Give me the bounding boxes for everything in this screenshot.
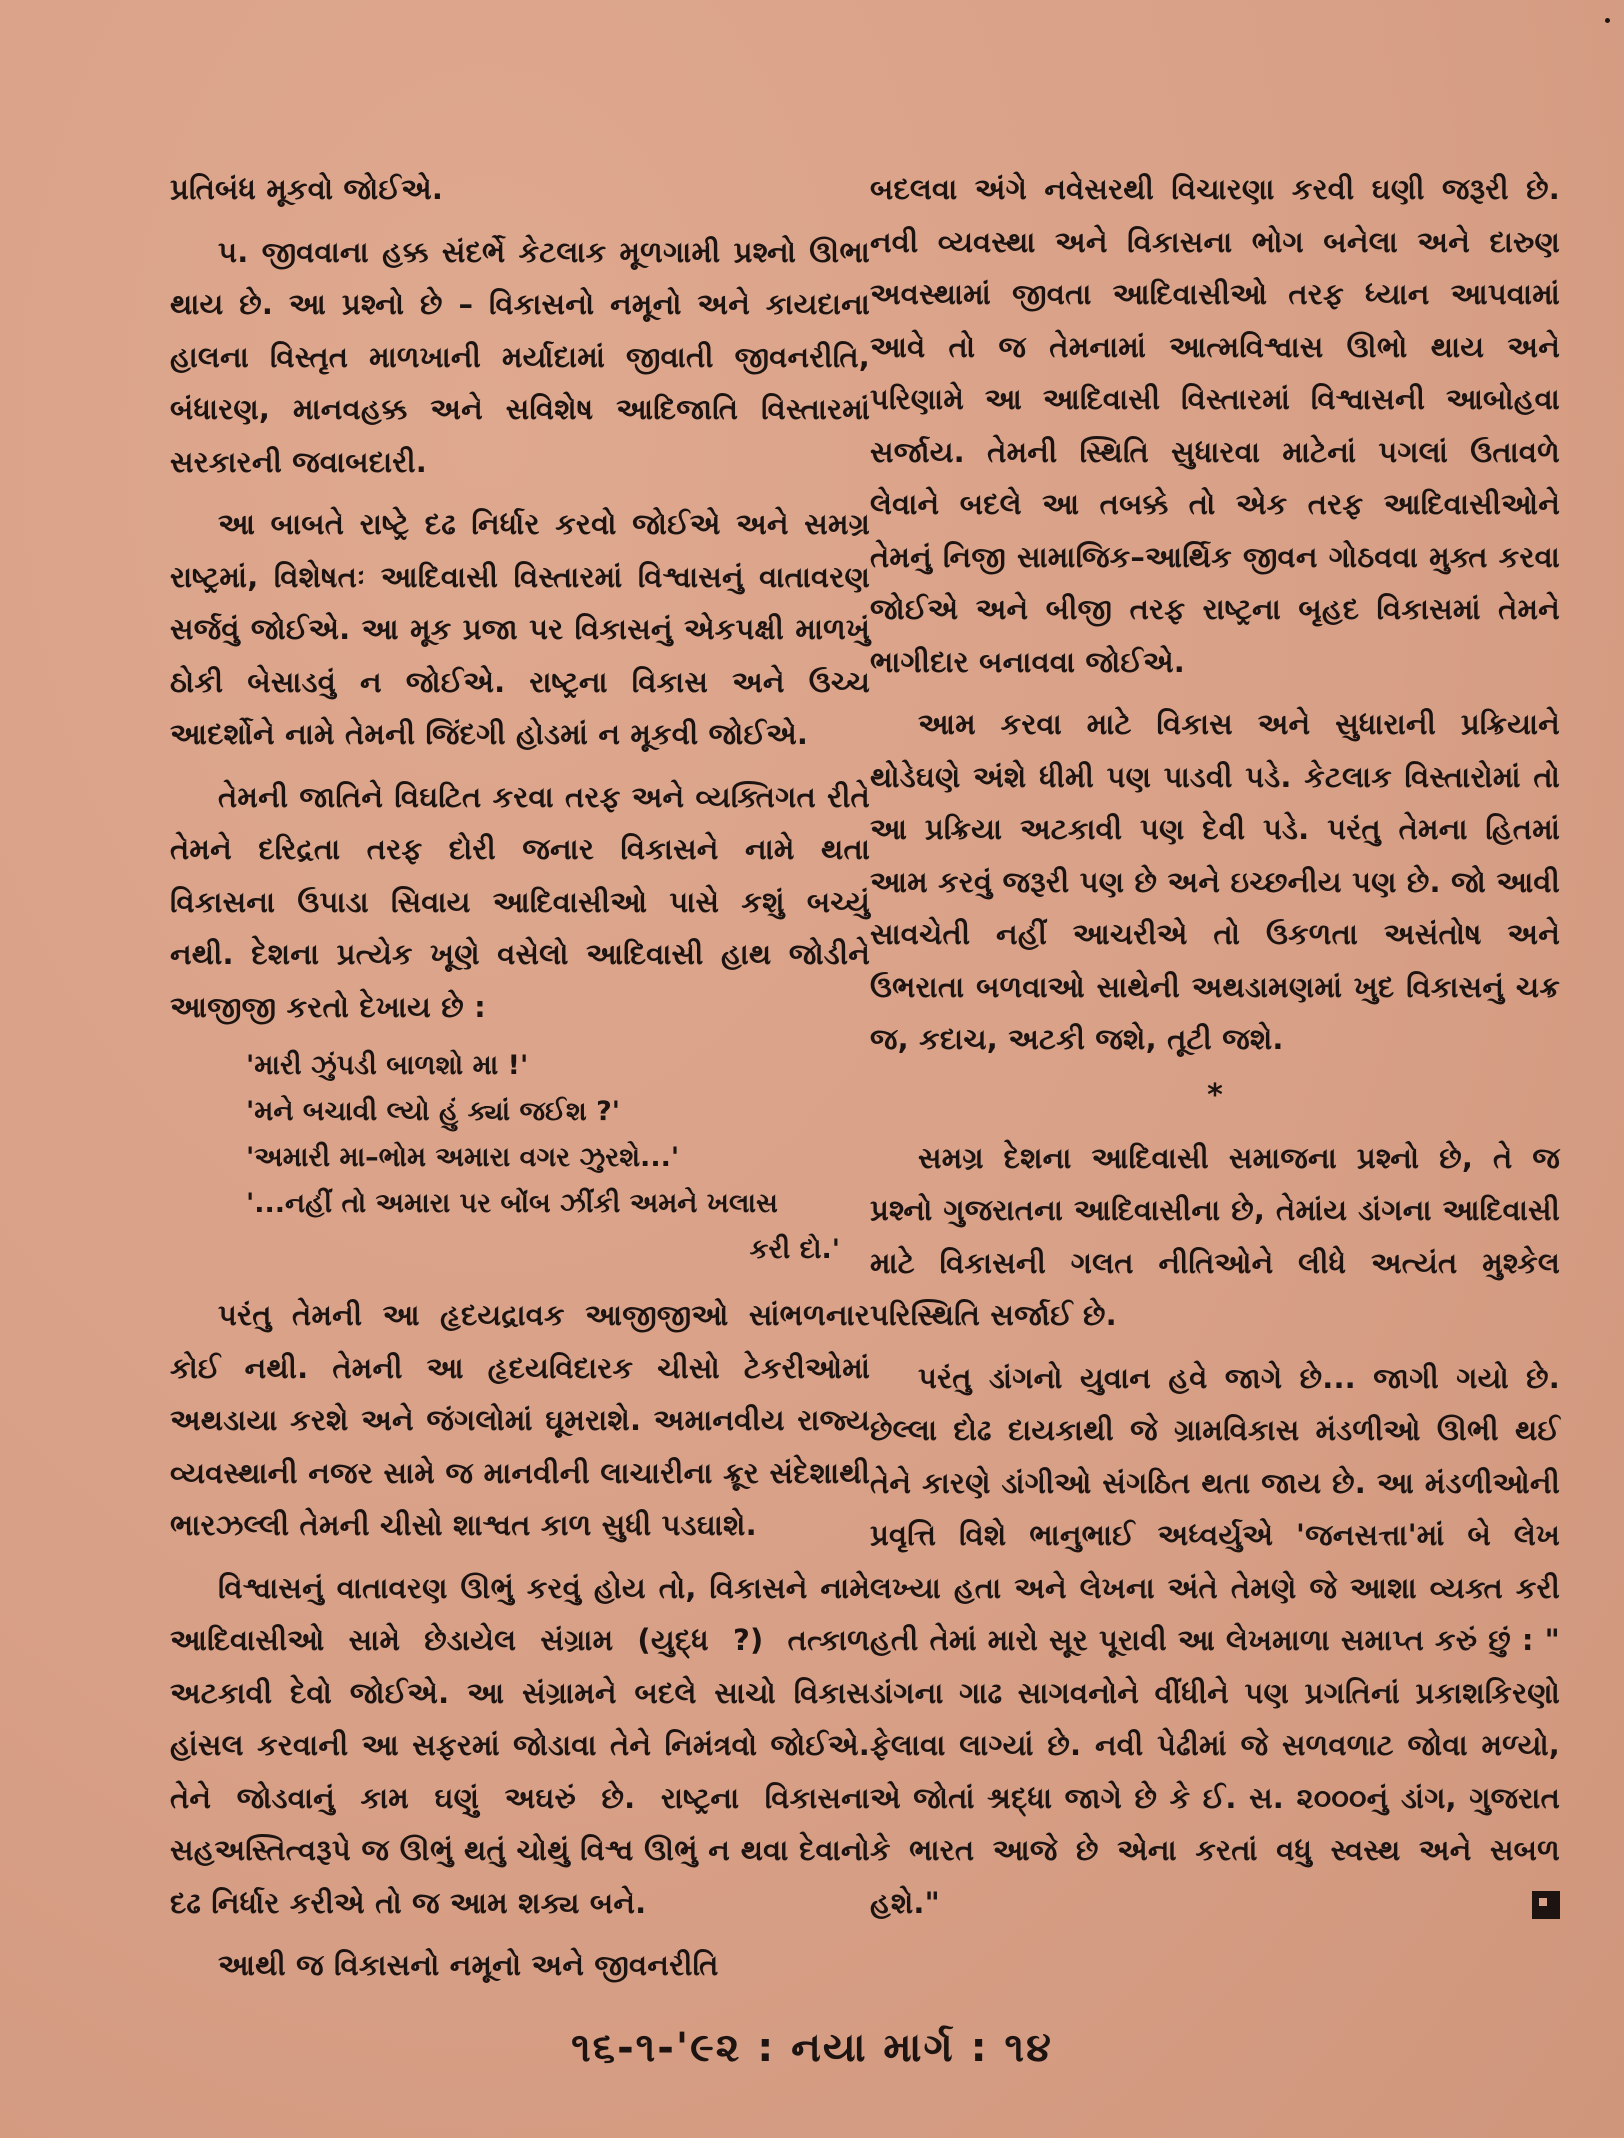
left-paragraph-1: પ્રતિબંધ મૂકવો જોઈએ. xyxy=(170,172,444,206)
right-paragraph-4 xyxy=(870,1352,1560,1930)
quote-line-2: 'મને બચાવી લ્યો હું ક્યાં જઈશ ?' xyxy=(246,1096,621,1127)
right-paragraph-1: બદલવા અંગે નવેસરથી વિચારણા કરવી ઘણી જરૂરી છે. નવી વ્યવસ્થા અને વિકાસના ભોગ બનેલા અને દારુણ અવસ્થામાં જીવતા આદિવાસીઓ તરફ ધ્યાન આપવામાં આવે તો જ તેમનામાં આત્મવિશ્વાસ ઊભો થાય અને પરિણામે આ આદિવાસી વિસ્તારમાં વિશ્વાસની આબોહવા સર્જાય. તેમની સ્થિતિ સુધારવા માટેનાં પગલાં ઉતાવળે લેવાને બદલે આ તબક્કે તો એક તરફ આદિવાસીઓને તેમનું નિજી સામાજિક–આર્થિક જીવન ગોઠવવા મુક્ત કરવા જોઈએ અને બીજી તરફ રાષ્ટ્રના બૃહદ વિકાસમાં તેમને ભાગીદાર બનાવવા જોઈએ. xyxy=(870,172,1560,679)
quote-line-4: '...નહીં તો અમારા પર બોંબ ઝીંકી અમને ખલાસ xyxy=(246,1188,778,1219)
section-separator: * xyxy=(1207,1077,1223,1113)
quote-line-3: 'અમારી મા–ભોમ અમારા વગર ઝુરશે...' xyxy=(246,1142,680,1173)
print-speck xyxy=(1605,18,1610,23)
left-paragraph-4: તેમની જાતિને વિઘટિત કરવા તરફ અને વ્યક્તિગત રીતે તેમને દરિદ્રતા તરફ દોરી જનાર વિકાસને નામે થતા વિકાસના ઉપાડા સિવાય આદિવાસીઓ પાસે કશું બચ્યું નથી. દેશના પ્રત્યેક ખૂણે વસેલો આદિવાસી હાથ જોડીને આજીજી કરતો દેખાય છે : xyxy=(170,779,870,1024)
left-paragraph-2: ૫. જીવવાના હક્ક સંદર્ભે કેટલાક મૂળગામી પ્રશ્નો ઊભા થાય છે. આ પ્રશ્નો છે – વિકાસનો નમૂનો અને કાયદાના હાલના વિસ્તૃત માળખાની મર્યાદામાં જીવાતી જીવનરીતિ, બંધારણ, માનવહક્ક અને સવિશેષ આદિજાતિ વિસ્તારમાં સરકારની જવાબદારી. xyxy=(170,234,870,479)
left-paragraph-7: આથી જ વિકાસનો નમૂનો અને જીવનરીતિ xyxy=(218,1948,719,1982)
left-paragraph-5: પરંતુ તેમની આ હૃદયદ્રાવક આજીજીઓ સાંભળનાર કોઈ નથી. તેમની આ હૃદયવિદારક ચીસો ટેકરીઓમાં અથડાયા કરશે અને જંગલોમાં ઘૂમરાશે. અમાનવીય રાજ્ય વ્યવસ્થાની નજર સામે જ માનવીની લાચારીના ક્રૂર સંદેશાથી ભારઝલ્લી તેમની ચીસો શાશ્વત કાળ સુધી પડઘાશે. xyxy=(170,1298,870,1542)
end-of-article-icon xyxy=(1532,1891,1560,1919)
right-paragraph-3: સમગ્ર દેશના આદિવાસી સમાજના પ્રશ્નો છે, તે જ પ્રશ્નો ગુજરાતના આદિવાસીના છે, તેમાંય ડાંગના આદિવાસી માટે વિકાસની ગલત નીતિઓને લીધે અત્યંત મુશ્કેલ પરિસ્થિતિ સર્જાઈ છે. xyxy=(870,1140,1560,1332)
right-paragraph-4-text: પરંતુ ડાંગનો યુવાન હવે જાગે છે... જાગી ગયો છે. છેલ્લા દોઢ દાયકાથી જે ગ્રામવિકાસ મંડળીઓ ઊભી થઈ તેને કારણે ડાંગીઓ સંગઠિત થતા જાય છે. આ મંડળીઓની પ્રવૃત્તિ વિશે ભાનુભાઈ અધ્વર્યુએ 'જનસત્તા'માં બે લેખ લખ્યા હતા અને લેખના અંતે તેમણે જે આશા વ્યક્ત કરી હતી તેમાં મારો સૂર પૂરાવી આ લેખમાળા સમાપ્ત કરું છું : " ડાંગના ગાઢ સાગવનોને વીંધીને પણ પ્રગતિનાં પ્રકાશકિરણો ફેલાવા લાગ્યાં છે. નવી પેઢીમાં જે સળવળાટ જોવા મળ્યો, એ જોતાં શ્રદ્ધા જાગે છે કે ઈ. સ. ૨૦૦૦નું ડાંગ, ગુજરાત કે ભારત આજે છે એના કરતાં વધુ સ્વસ્થ અને સબળ હશે." xyxy=(870,1360,1560,1920)
right-column xyxy=(870,163,1560,1939)
left-paragraph-3: આ બાબતે રાષ્ટ્રે દઢ નિર્ધાર કરવો જોઈએ અને સમગ્ર રાષ્ટ્રમાં, વિશેષતઃ આદિવાસી વિસ્તારમાં વિશ્વાસનું વાતાવરણ સર્જવું જોઈએ. આ મૂક પ્રજા પર વિકાસનું એકપક્ષી માળખું ઠોકી બેસાડવું ન જોઈએ. રાષ્ટ્રના વિકાસ અને ઉચ્ચ આદર્શોને નામે તેમની જિંદગી હોડમાં ન મૂકવી જોઈએ. xyxy=(170,507,870,751)
quote-line-1: 'મારી ઝુંપડી બાળશો મા !' xyxy=(246,1050,529,1081)
left-paragraph-6: વિશ્વાસનું વાતાવરણ ઊભું કરવું હોય તો, વિકાસને નામે આદિવાસીઓ સામે છેડાયેલ સંગ્રામ (યુદ્ધ ?) તત્કાળ અટકાવી દેવો જોઈએ. આ સંગ્રામને બદલે સાચો વિકાસ હાંસલ કરવાની આ સફરમાં જોડાવા તેને નિમંત્રવો જોઈએ. તેને જોડવાનું કામ ઘણું અઘરું છે. રાષ્ટ્રના વિકાસના સહઅસ્તિત્વરૂપે જ ઊભું થતું ચોથું વિશ્વ ઊભું ન થવા દેવાનો દઢ નિર્ધાર કરીએ તો જ આમ શક્ય બને. xyxy=(170,1570,870,1920)
right-paragraph-2: આમ કરવા માટે વિકાસ અને સુધારાની પ્રક્રિયાને થોડેઘણે અંશે ધીમી પણ પાડવી પડે. કેટલાક વિસ્તારોમાં તો આ પ્રક્રિયા અટકાવી પણ દેવી પડે. પરંતુ તેમના હિતમાં આમ કરવું જરૂરી પણ છે અને ઇચ્છનીય પણ છે. જો આવી સાવચેતી નહીં આચરીએ તો ઉકળતા અસંતોષ અને ઉભરાતા બળવાઓ સાથેની અથડામણમાં ખુદ વિકાસનું ચક્ર જ, કદાચ, અટકી જશે, તૂટી જશે. xyxy=(870,707,1560,1056)
page-footer: ૧૬-૧-'૯૨ : નયા માર્ગ : ૧૪ xyxy=(571,2025,1053,2071)
quote-line-end: કરી દો.' xyxy=(749,1234,840,1265)
left-column xyxy=(170,163,870,2002)
